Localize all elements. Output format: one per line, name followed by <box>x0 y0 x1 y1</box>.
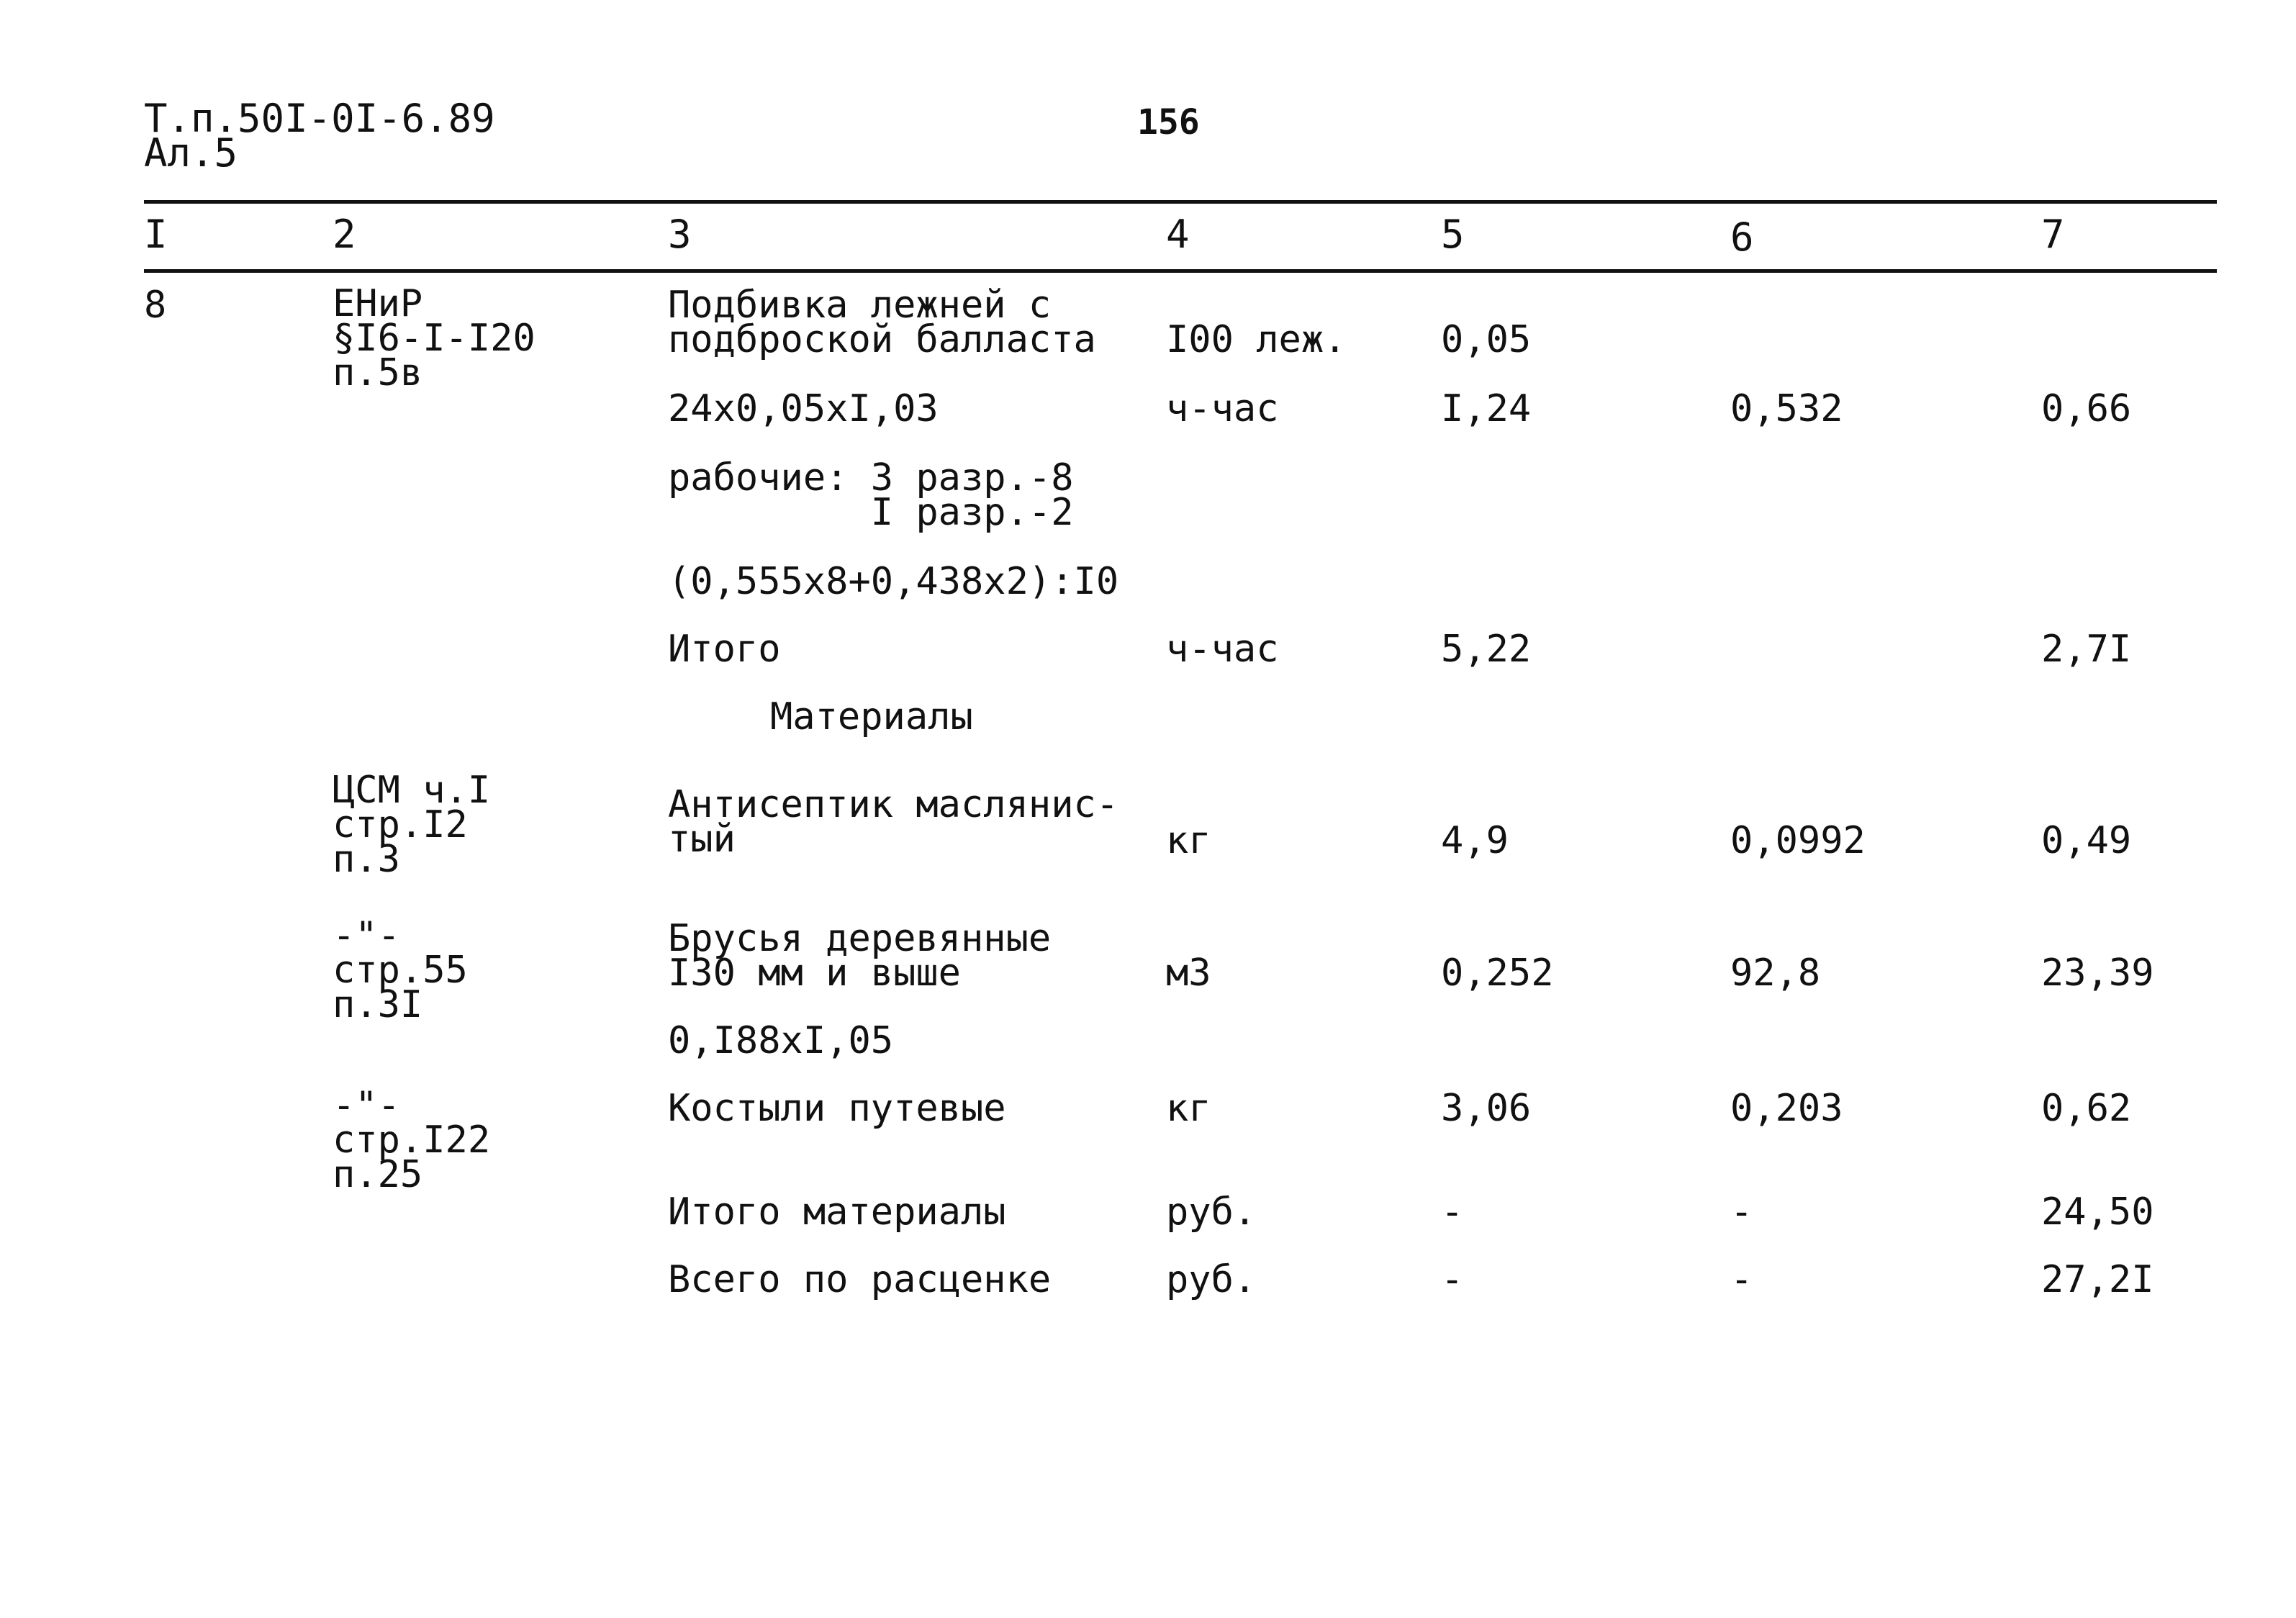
cost: 0,49 <box>2041 819 2132 862</box>
cost: 23,39 <box>2041 952 2154 995</box>
quantity: I,24 <box>1441 387 1532 430</box>
quantity: - <box>1441 1190 1464 1234</box>
section-heading: Материалы <box>770 695 973 738</box>
quantity: 0,252 <box>1441 952 1554 995</box>
quantity: 0,05 <box>1441 318 1532 361</box>
document-code: Т.п.50I-0I-6.89 <box>144 96 495 141</box>
source-reference: ЦСМ ч.I стр.I2 п.3 <box>333 769 491 881</box>
column-header-7: 7 <box>2041 212 2065 257</box>
calculation: (0,555х8+0,438х2):I0 <box>668 560 1119 603</box>
material-name: Костыли путевые <box>668 1087 1006 1130</box>
material-name: Антисептик маслянис- тый <box>668 783 1119 861</box>
unit: ч-час <box>1166 628 1279 671</box>
unit: кг <box>1166 1087 1211 1130</box>
cost: 0,62 <box>2041 1087 2132 1130</box>
unit-price: - <box>1730 1190 1753 1234</box>
cost: 24,50 <box>2041 1190 2154 1234</box>
material-name: Брусья деревянные I30 мм и выше <box>668 917 1052 995</box>
unit: ч-час <box>1166 387 1279 430</box>
quantity: 5,22 <box>1441 628 1532 671</box>
unit-price: 0,532 <box>1730 387 1843 430</box>
cost: 0,66 <box>2041 387 2132 430</box>
row-number: 8 <box>144 284 167 327</box>
work-description: Подбивка лежней с подброской балласта <box>668 284 1096 361</box>
unit: м3 <box>1166 952 1211 995</box>
column-header-1: I <box>144 212 168 257</box>
cost: 2,7I <box>2041 628 2132 671</box>
unit: руб. <box>1166 1190 1257 1234</box>
materials-total-label: Итого материалы <box>668 1190 1006 1234</box>
unit-price: 0,203 <box>1730 1087 1843 1130</box>
grand-total-label: Всего по расценке <box>668 1258 1052 1301</box>
column-header-6: 6 <box>1730 214 1754 260</box>
table-header-rule <box>144 269 2217 273</box>
source-reference: ЕНиР §I6-I-I20 п.5в <box>333 282 535 394</box>
column-header-4: 4 <box>1166 212 1190 257</box>
quantity: 4,9 <box>1441 819 1509 862</box>
source-reference: -"- стр.I22 п.25 <box>333 1084 491 1196</box>
calculation: 0,I88хI,05 <box>668 1019 894 1062</box>
unit-price: 0,0992 <box>1730 819 1866 862</box>
unit-price: - <box>1730 1258 1753 1301</box>
grand-total-value: 27,2I <box>2041 1258 2154 1301</box>
column-header-5: 5 <box>1441 212 1465 257</box>
quantity: - <box>1441 1258 1464 1301</box>
source-reference: -"- стр.55 п.3I <box>333 914 468 1026</box>
subtotal-label: Итого <box>668 628 781 671</box>
quantity: 3,06 <box>1441 1087 1532 1130</box>
sheet-label: Ал.5 <box>144 130 238 176</box>
unit: руб. <box>1166 1258 1257 1301</box>
column-header-3: 3 <box>668 212 692 257</box>
workers-grades: рабочие: 3 разр.-8 I разр.-2 <box>668 456 1074 534</box>
calculation: 24х0,05хI,03 <box>668 387 939 430</box>
column-header-2: 2 <box>333 212 356 257</box>
table-top-rule <box>144 200 2217 204</box>
unit-price: 92,8 <box>1730 952 1821 995</box>
unit: кг <box>1166 819 1211 862</box>
unit: I00 леж. <box>1166 318 1347 361</box>
page-number: 156 <box>1137 102 1200 143</box>
